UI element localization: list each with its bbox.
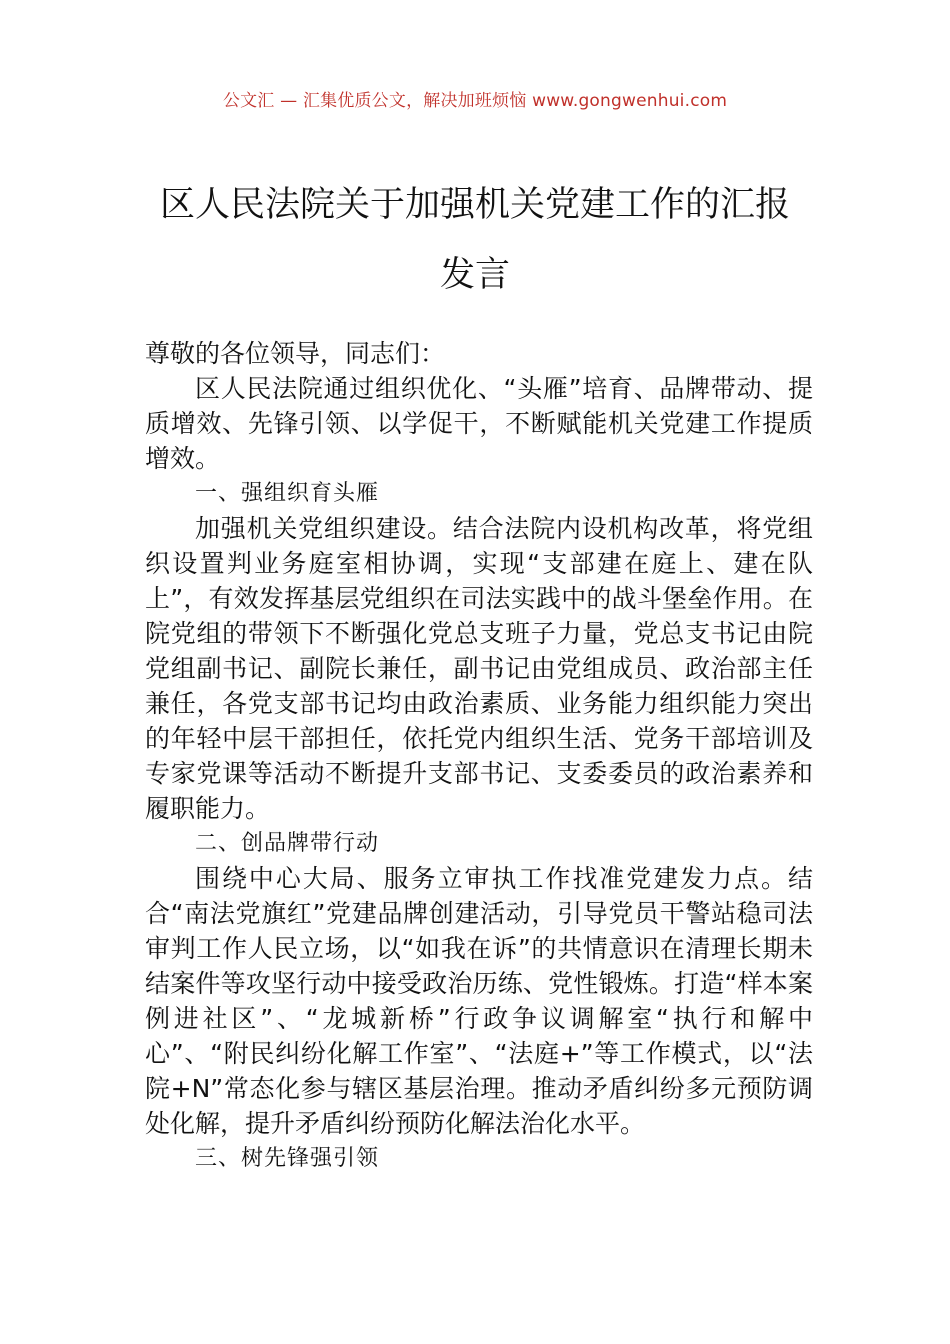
intro-paragraph: 区人民法院通过组织优化、“头雁”培育、品牌带动、提质增效、先锋引领、以学促干，不断赋能机关党建工作提质增效。 [145,374,813,473]
section-heading-1: 一、强组织育头雁 [195,481,380,506]
section-paragraph-1: 加强机关党组织建设。结合法院内设机构改革，将党组织设置判业务庭室相协调，实现“支部建在庭上、建在队上”，有效发挥基层党组织在司法实践中的战斗堡垒作用。在院党组的带领下不断强化党总支班子力量，党总支书记由院党组副书记、副院长兼任，副书记由党组成员、政治部主任兼任，各党支部书记均由政治素质、业务能力组织能力突出的年轻中层干部担任，依托党内组织生活、党务干部培训及专家党课等活动不断提升支部书记、支委委员的政治素养和履职能力。 [145,514,813,823]
section-heading-3: 三、树先锋强引领 [195,1146,380,1171]
section-paragraph-2: 围绕中心大局、服务立审执工作找准党建发力点。结合“南法党旗红”党建品牌创建活动，引导党员干警站稳司法审判工作人民立场，以“如我在诉”的共情意识在清理长期未结案件等攻坚行动中接受政治历练、党性锻炼。打造“样本案例进社区”、“龙城新桥”行政争议调解室“执行和解中心”、“附民纠纷化解工作室”、“法庭+”等工作模式，以“法院+N”常态化参与辖区基层治理。推动矛盾纠纷多元预防调处化解，提升矛盾纠纷预防化解法治化水平。 [145,864,813,1138]
greeting: 尊敬的各位领导，同志们： [145,339,446,368]
title-line-2: 发言 [439,255,510,295]
document-title [140,170,810,310]
title-line-1: 区人民法院关于加强机关党建工作的汇报 [159,185,790,225]
document-body [145,336,813,1176]
watermark: 公文汇 — 汇集优质公文，解决加班烦恼 www.gongwenhui.com [222,91,728,111]
section-heading-2: 二、创品牌带行动 [195,831,380,856]
